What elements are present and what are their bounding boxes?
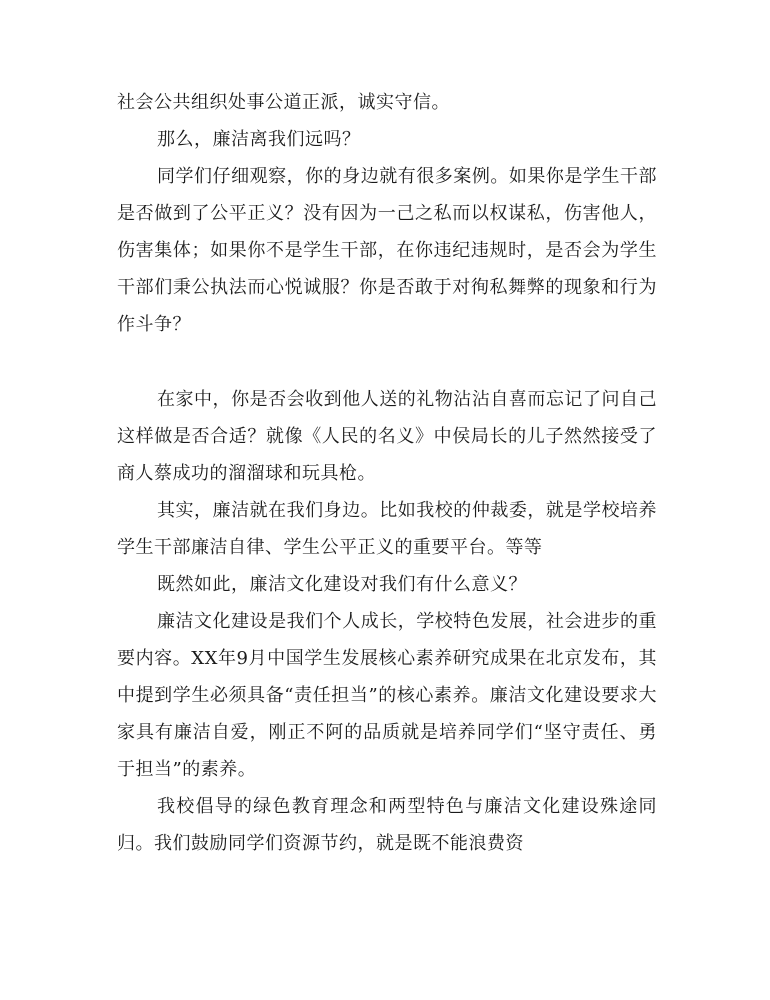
paragraph-2: 那么，廉洁离我们远吗？ bbox=[157, 129, 361, 150]
paragraph-6: 既然如此，廉洁文化建设对我们有什么意义？ bbox=[157, 574, 527, 595]
paragraph-4: 在家中，你是否会收到他人送的礼物沾沾自喜而忘记了问自己这样做是否合适？就像《人民的名义》中侯局长的儿子然然接受了商人蔡成功的溜溜球和玩具枪。 bbox=[117, 389, 657, 484]
paragraph-8: 我校倡导的绿色教育理念和两型特色与廉洁文化建设殊途同归。我们鼓励同学们资源节约，就是既不能浪费资 bbox=[117, 796, 657, 854]
document-body bbox=[117, 84, 657, 862]
paragraph-7: 廉洁文化建设是我们个人成长，学校特色发展，社会进步的重要内容。XX年9月中国学生发展核心素养研究成果在北京发布，其中提到学生必须具备“责任担当”的核心素养。廉洁文化建设要求大家具有廉洁自爱，刚正不阿的品质就是培养同学们“坚守责任、勇于担当”的素养。 bbox=[117, 611, 657, 780]
paragraph-3: 同学们仔细观察，你的身边就有很多案例。如果你是学生干部是否做到了公平正义？没有因为一己之私而以权谋私，伤害他人，伤害集体；如果你不是学生干部，在你违纪违规时，是否会为学生干部们秉公执法而心悦诚服？你是否敢于对徇私舞弊的现象和行为作斗争？ bbox=[117, 166, 657, 335]
paragraph-5: 其实，廉洁就在我们身边。比如我校的仲裁委，就是学校培养学生干部廉洁自律、学生公平正义的重要平台。等等 bbox=[117, 500, 657, 558]
paragraph-1: 社会公共组织处事公道正派，诚实守信。 bbox=[117, 92, 450, 113]
